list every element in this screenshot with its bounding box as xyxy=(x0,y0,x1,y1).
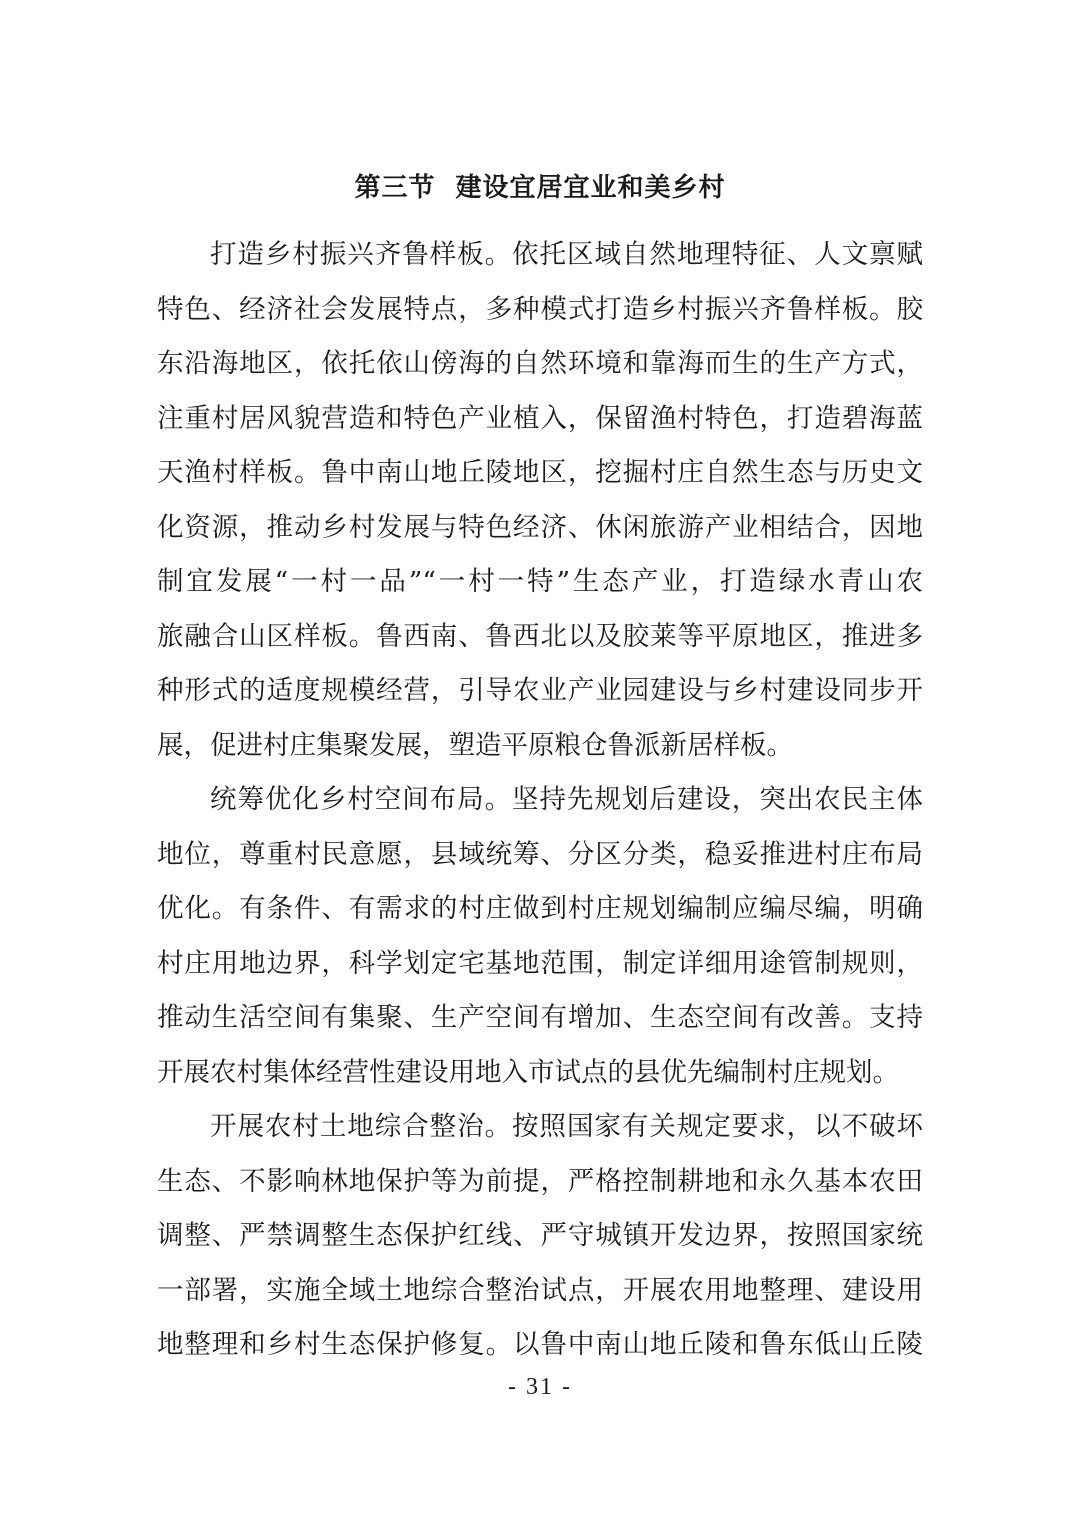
paragraph-1-line-9: 种形式的适度规模经营，引导农业产业园建设与乡村建设同步开 xyxy=(157,675,923,706)
paragraph-2-line-5: 推动生活空间有集聚、生产空间有增加、生态空间有改善。支持 xyxy=(157,1002,923,1033)
paragraph-2-line-6: 开展农村集体经营性建设用地入市试点的县优先编制村庄规划。 xyxy=(157,1056,899,1088)
page-number: - 31 - xyxy=(508,1374,572,1400)
paragraph-3-line-2: 生态、不影响林地保护等为前提，严格控制耕地和永久基本农田 xyxy=(157,1165,923,1197)
paragraph-1-line-4: 注重村居风貌营造和特色产业植入，保留渔村特色，打造碧海蓝 xyxy=(157,402,923,434)
paragraph-2-line-4: 村庄用地边界，科学划定宅基地范围，制定详细用途管制规则， xyxy=(157,947,923,979)
paragraph-3-line-4: 一部署，实施全域土地综合整治试点，开展农用地整理、建设用 xyxy=(157,1274,923,1306)
paragraph-1-line-10: 展，促进村庄集聚发展，塑造平原粮仓鲁派新居样板。 xyxy=(157,729,793,761)
paragraph-3-line-3: 调整、严禁调整生态保护红线、严守城镇开发边界，按照国家统 xyxy=(157,1220,923,1251)
paragraph-1-line-3: 东沿海地区，依托依山傍海的自然环境和靠海而生的生产方式， xyxy=(157,348,923,379)
paragraph-3-line-1: 开展农村土地综合整治。按照国家有关规定要求，以不破坏 xyxy=(210,1111,923,1142)
paragraph-1-line-8: 旅融合山区样板。鲁西南、鲁西北以及胶莱等平原地区，推进多 xyxy=(157,620,923,652)
paragraph-1-line-2: 特色、经济社会发展特点，多种模式打造乡村振兴齐鲁样板。胶 xyxy=(157,293,923,325)
body-text xyxy=(157,228,923,1373)
paragraph-1-line-5: 天渔村样板。鲁中南山地丘陵地区，挖掘村庄自然生态与历史文 xyxy=(157,457,923,488)
paragraph-2-line-1: 统筹优化乡村空间布局。坚持先规划后建设，突出农民主体 xyxy=(210,784,923,815)
paragraph-2-line-2: 地位，尊重村民意愿，县域统筹、分区分类，稳妥推进村庄布局 xyxy=(157,838,923,870)
paragraph-1-line-7: 制宜发展“一村一品”“一村一特”生态产业，打造绿水青山农 xyxy=(157,566,923,597)
paragraph-1-line-1: 打造乡村振兴齐鲁样板。依托区域自然地理特征、人文禀赋 xyxy=(210,239,923,270)
paragraph-1-line-6: 化资源，推动乡村发展与特色经济、休闲旅游产业相结合，因地 xyxy=(157,511,923,543)
paragraph-2-line-3: 优化。有条件、有需求的村庄做到村庄规划编制应编尽编，明确 xyxy=(157,893,923,924)
page-title: 第三节 建设宜居宜业和美乡村 xyxy=(354,173,726,203)
paragraph-3-line-5: 地整理和乡村生态保护修复。以鲁中南山地丘陵和鲁东低山丘陵 xyxy=(157,1329,923,1360)
